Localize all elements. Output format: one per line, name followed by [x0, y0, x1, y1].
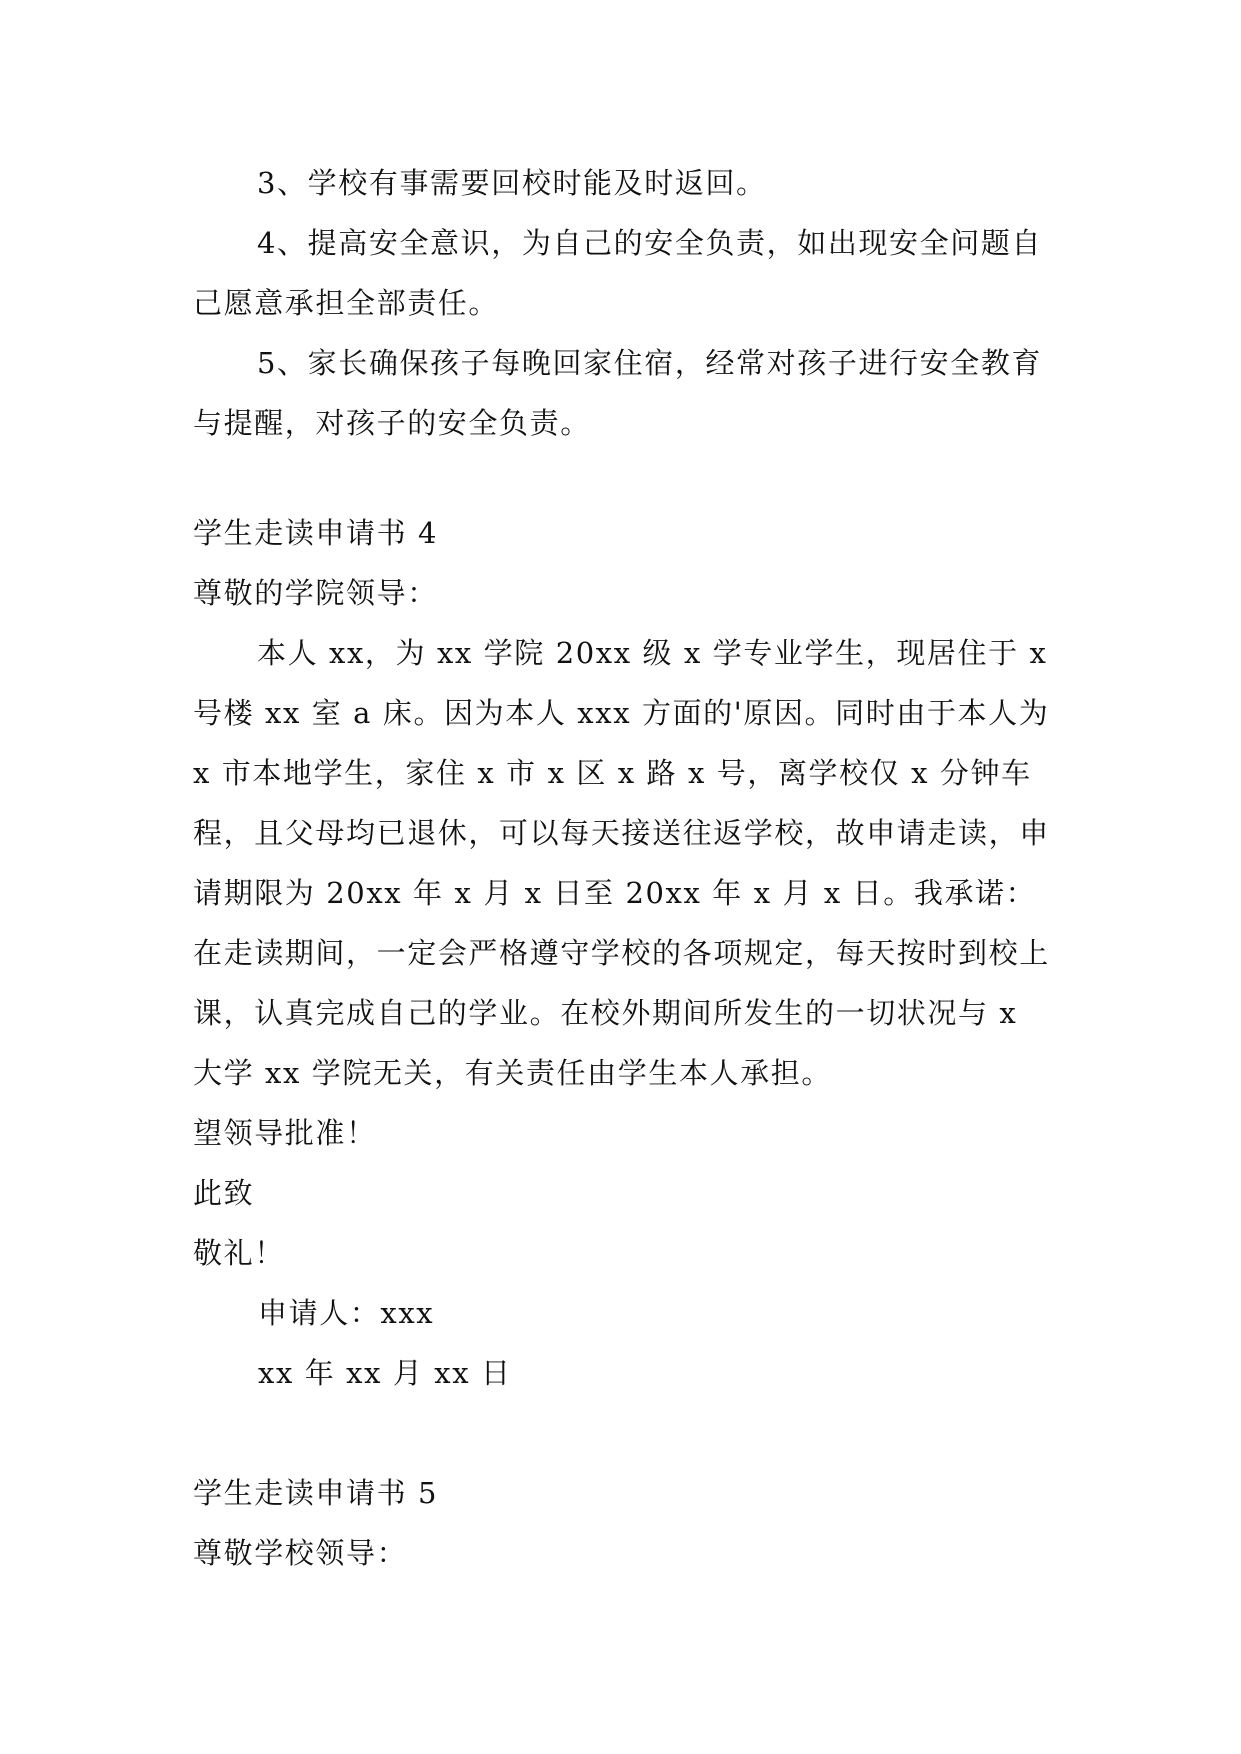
section-4-salutation: 尊敬的学院领导： — [193, 576, 438, 610]
section-4-date: xx 年 xx 月 xx 日 — [258, 1356, 512, 1390]
section-5-title: 学生走读申请书 5 — [193, 1476, 439, 1510]
section-4-applicant: 申请人：xxx — [258, 1296, 435, 1330]
section-4-closing-2: 敬礼！ — [193, 1236, 285, 1270]
list-item-3: 3、学校有事需要回校时能及时返回。 — [257, 166, 767, 200]
section-4-body: 本人 xx，为 xx 学院 20xx 级 x 学专业学生，现居住于 x 号楼 xx 室 a 床。因为本人 xxx 方面的'原因。同时由于本人为 x 市本地学生，家住 x 市 x 区 x 路 x 号，离学校仅 x 分钟车程，且父母均已退休，可以每天接送往返学校，故申请走读，申请期限为 20xx 年 x 月 x 日至 20xx 年 x 月 x 日。我承诺：在走读期间，一定会严格遵守学校的各项规定，每天按时到校上课，认真完成自己的学业。在校外期间所发生的一切状况与 x 大学 xx 学院无关，有关责任由学生本人承担。 — [193, 636, 1061, 1090]
section-5-salutation: 尊敬学校领导： — [193, 1536, 408, 1570]
section-4-closing-1: 此致 — [193, 1176, 255, 1210]
list-item-4: 4、提高安全意识，为自己的安全负责，如出现安全问题自己愿意承担全部责任。 — [193, 226, 1043, 320]
section-4-request: 望领导批准！ — [193, 1116, 377, 1150]
section-4-title: 学生走读申请书 4 — [193, 516, 439, 550]
list-item-5: 5、家长确保孩子每晚回家住宿，经常对孩子进行安全教育与提醒，对孩子的安全负责。 — [193, 346, 1043, 440]
